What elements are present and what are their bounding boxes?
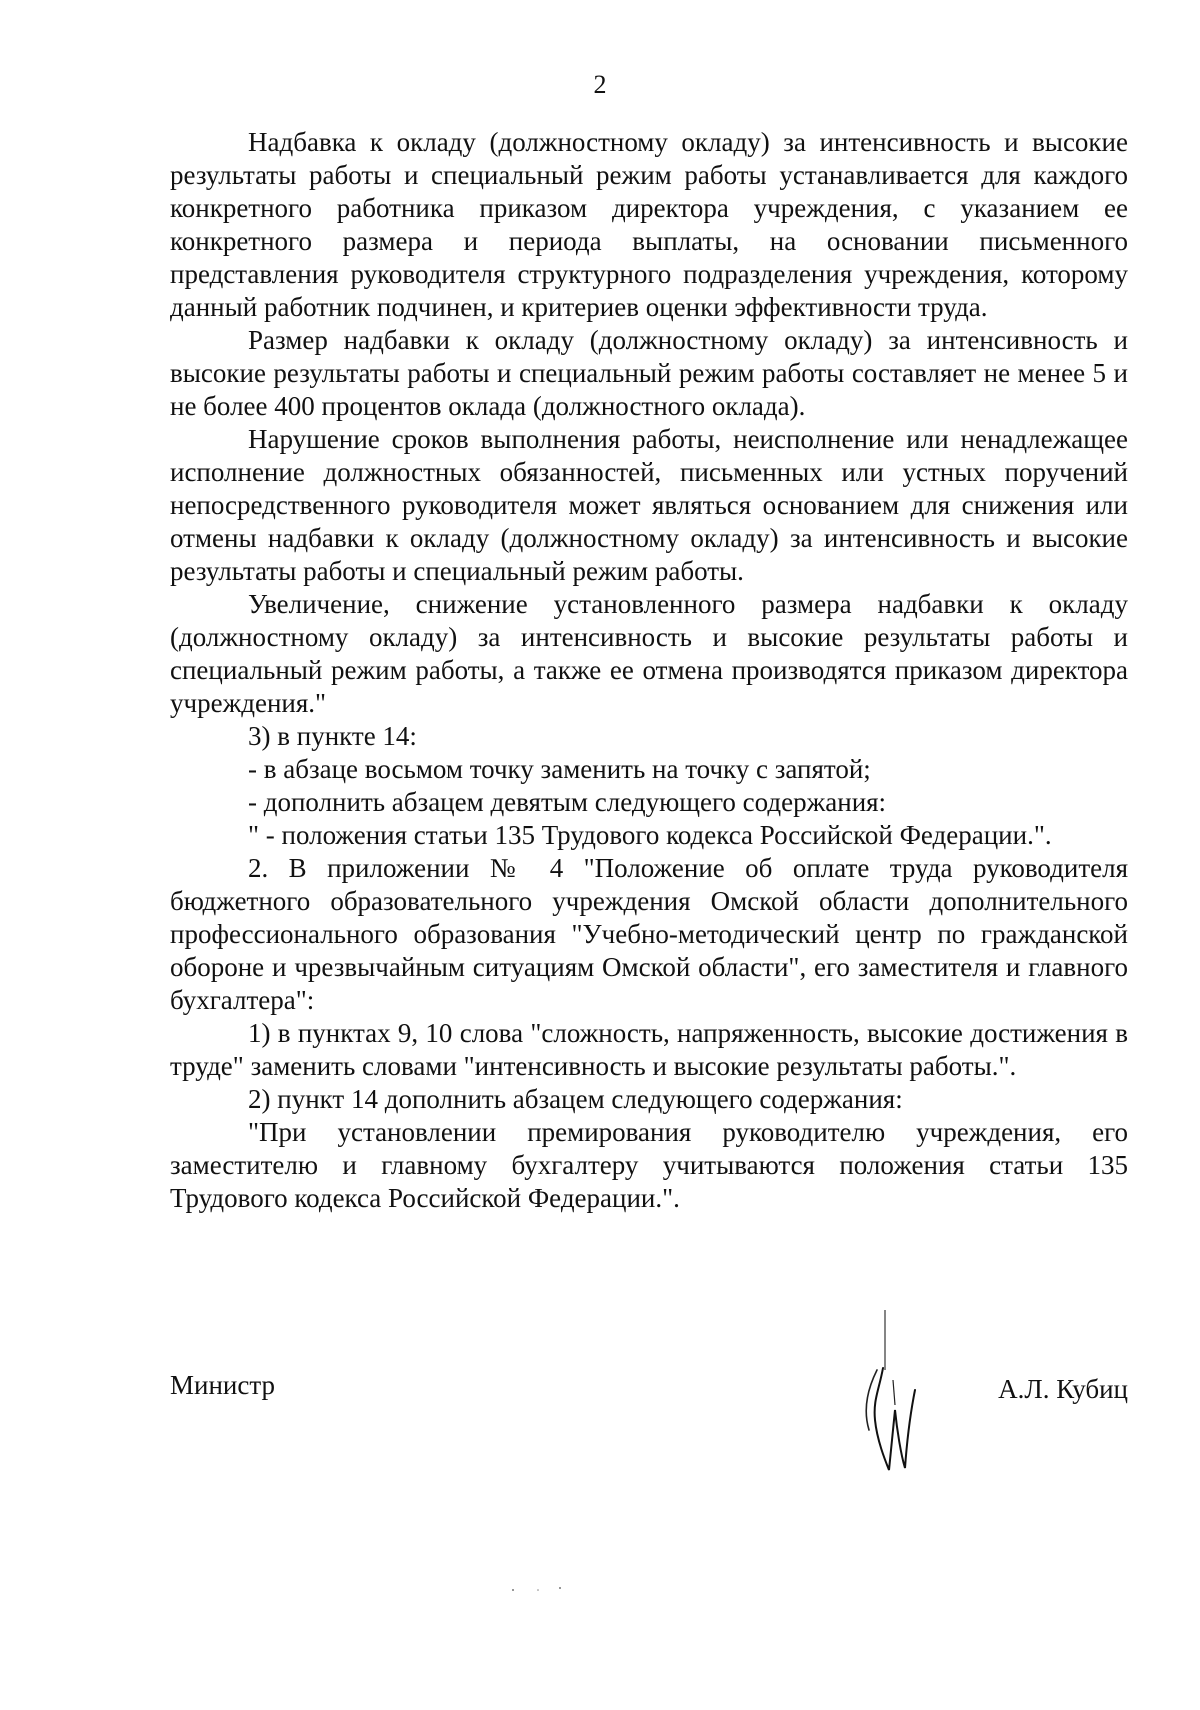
paragraph-appendix-4-new-text: "При установлении премирования руководителю учреждения, его заместителю и главному бухгалтеру учитываются положения статьи 135 Трудового кодекса Российской Федерации.". bbox=[170, 1117, 1128, 1213]
paragraph-bonus-amount: Размер надбавки к окладу (должностному окладу) за интенсивность и высокие результаты работы и специальный режим работы составляет не менее 5 и не более 400 процентов оклада (должностного оклада). bbox=[170, 325, 1128, 421]
paragraph-item-14-new-text: " - положения статьи 135 Трудового кодекса Российской Федерации.". bbox=[248, 820, 1052, 850]
paragraph-item-14-change-2: - дополнить абзацем девятым следующего содержания: bbox=[248, 787, 887, 817]
scan-specks bbox=[510, 1585, 570, 1595]
paragraph-bonus-assignment: Надбавка к окладу (должностному окладу) за интенсивность и высокие результаты работы и специальный режим работы устанавливается для каждого конкретного работника приказом директора учреждения, с указанием ее конкретного размера и периода выплаты, на основании письменного представления руководителя структурного подразделения учреждения, которому данный работник подчинен, и критериев оценки эффективности труда. bbox=[170, 127, 1128, 322]
paragraph-item-14-heading: 3) в пункте 14: bbox=[248, 721, 417, 751]
paragraph-item-14-change-1: - в абзаце восьмом точку заменить на точку с запятой; bbox=[248, 754, 871, 784]
signer-name: А.Л. Кубиц bbox=[998, 1374, 1128, 1404]
handwritten-signature bbox=[855, 1310, 935, 1480]
paragraph-appendix-4-item-1: 1) в пунктах 9, 10 слова "сложность, напряженность, высокие достижения в труде" заменить словами "интенсивность и высокие результаты работы.". bbox=[170, 1018, 1128, 1081]
signature-block bbox=[170, 1370, 1128, 1410]
paragraph-appendix-4-item-2: 2) пункт 14 дополнить абзацем следующего содержания: bbox=[248, 1084, 903, 1114]
paragraph-appendix-4: 2. В приложении № 4 "Положение об оплате труда руководителя бюджетного образовательного учреждения Омской области дополнительного профессионального образования "Учебно-методический центр по гражданской обороне и чрезвычайным ситуациям Омской области", его заместителя и главного бухгалтера": bbox=[170, 853, 1128, 1015]
page-number: 2 bbox=[593, 70, 607, 99]
paragraph-bonus-change-order: Увеличение, снижение установленного размера надбавки к окладу (должностному окладу) за интенсивность и высокие результаты работы и специальный режим работы, а также ее отмена производятся приказом директора учреждения." bbox=[170, 589, 1128, 718]
signer-title: Министр bbox=[170, 1370, 275, 1400]
document-body bbox=[170, 126, 1128, 1215]
paragraph-bonus-reduction-grounds: Нарушение сроков выполнения работы, неисполнение или ненадлежащее исполнение должностных обязанностей, письменных или устных поручений непосредственного руководителя может являться основанием для снижения или отмены надбавки к окладу (должностному окладу) за интенсивность и высокие результаты работы и специальный режим работы. bbox=[170, 424, 1128, 586]
